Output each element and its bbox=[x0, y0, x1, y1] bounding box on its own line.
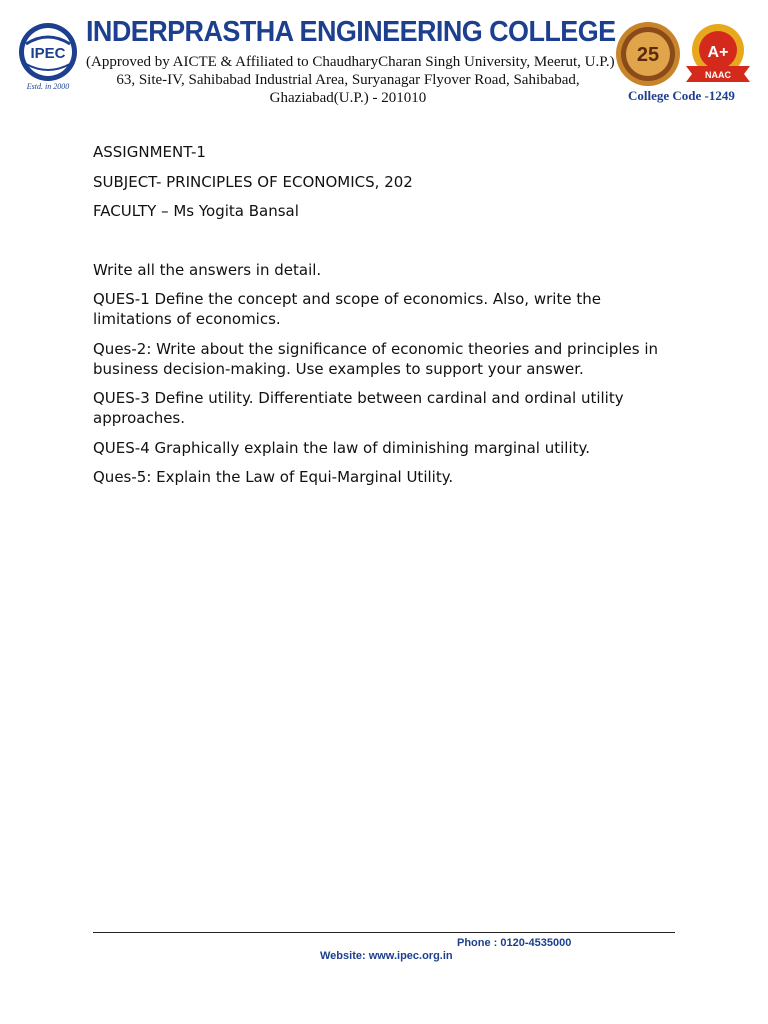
logo-estd: Estd. in 2000 bbox=[26, 82, 70, 91]
assignment-title: ASSIGNMENT-1 bbox=[93, 143, 206, 161]
college-code: College Code -1249 bbox=[628, 88, 735, 103]
city-line: Ghaziabad(U.P.) - 201010 bbox=[269, 90, 427, 106]
question-1: QUES-1 Define the concept and scope of economics. Also, write the limitations of economics. bbox=[93, 290, 601, 328]
letterhead bbox=[0, 0, 768, 112]
naac-label-text: NAAC bbox=[705, 70, 731, 80]
question-2: Ques-2: Write about the significance of economic theories and principles in business decision-making. Use examples to support your answer. bbox=[93, 339, 658, 378]
question-3: QUES-3 Define utility. Differentiate between cardinal and ordinal utility approaches. bbox=[93, 389, 624, 427]
logo-text: IPEC bbox=[30, 45, 66, 62]
naac-a-plus-badge-icon bbox=[682, 22, 754, 88]
address-line: 63, Site-IV, Sahibabad Industrial Area, Suryanagar Flyover Road, Sahibabad, bbox=[116, 72, 580, 88]
approval-line: (Approved by AICTE & Affiliated to ChaudharyCharan Singh University, Meerut, U.P.) bbox=[86, 54, 615, 70]
footer-website: Website: www.ipec.org.in bbox=[320, 950, 453, 962]
assignment-subject: SUBJECT- PRINCIPLES OF ECONOMICS, 202 bbox=[93, 172, 413, 191]
question-5: Ques-5: Explain the Law of Equi-Marginal Utility. bbox=[93, 468, 454, 486]
question-4: QUES-4 Graphically explain the law of diminishing marginal utility. bbox=[93, 438, 591, 457]
footer-phone: Phone : 0120-4535000 bbox=[457, 937, 572, 949]
footer-divider bbox=[93, 932, 675, 933]
college-name: INDERPRASTHA ENGINEERING COLLEGE bbox=[86, 16, 616, 48]
assignment-instruction: Write all the answers in detail. bbox=[93, 260, 322, 279]
badge-years-text: 25 bbox=[636, 44, 660, 66]
assignment-faculty: FACULTY – Ms Yogita Bansal bbox=[93, 202, 299, 220]
ipec-logo bbox=[16, 22, 80, 92]
naac-grade-text: A+ bbox=[707, 44, 729, 61]
25-years-badge-icon bbox=[614, 20, 682, 88]
spacer bbox=[93, 231, 673, 260]
assignment-body bbox=[93, 142, 673, 497]
